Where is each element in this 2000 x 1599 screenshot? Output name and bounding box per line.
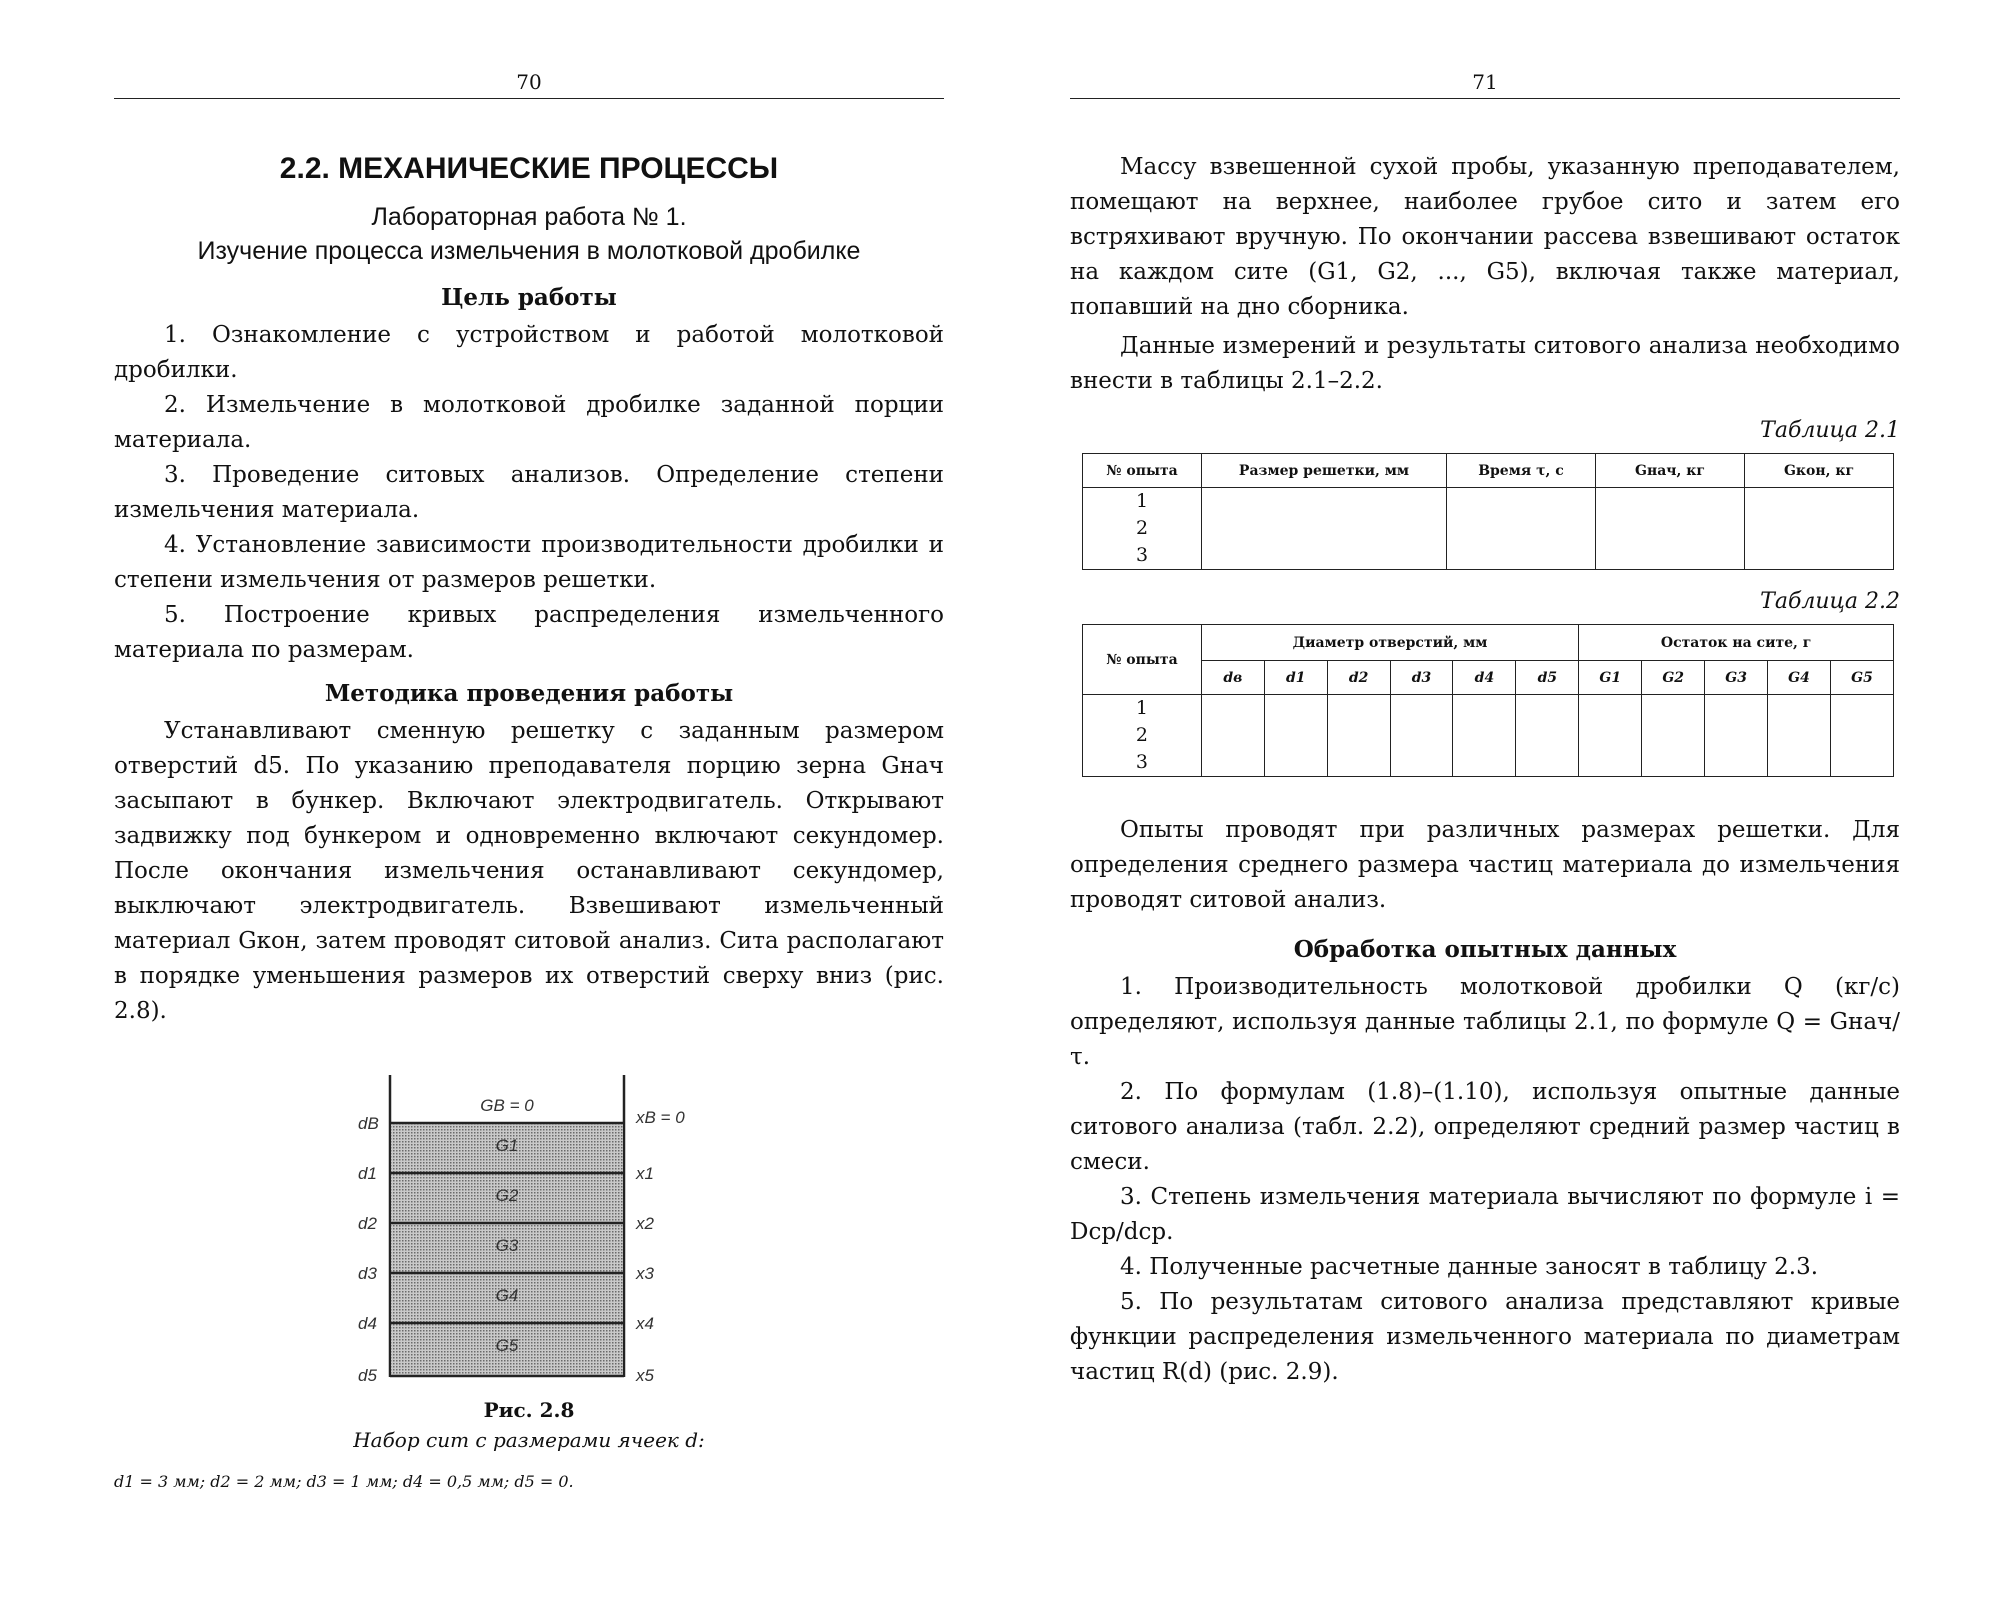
table-header: № опыта [1083,625,1202,695]
fraction-label: x4 [636,1314,654,1333]
processing-step: 4. Полученные расчетные данные заносят в таблицу 2.3. [1120,1254,1819,1280]
sieve-size-label: d1 [358,1164,377,1183]
table-subheader: d5 [1516,661,1579,695]
header-rule [1070,98,1900,99]
fraction-label: x2 [636,1214,654,1233]
processing-heading: Обработка опытных данных [1293,936,1677,963]
left-text-flow [114,148,944,1029]
table-subheader: dв [1201,661,1264,695]
row-number: 2 [1135,517,1149,539]
table-subheader: d3 [1390,661,1453,695]
table-cell [1596,488,1745,570]
table-header: Время τ, с [1447,454,1596,488]
experiment-paragraph: Опыты проводят при различных размерах решетки. Для определения среднего размера частиц материала до измельчения проводят ситовой анализ. [1070,817,1900,913]
intro-paragraph: Массу взвешенной сухой пробы, указанную преподавателем, помещают на верхнее, наиболее грубое сито и затем его встряхивают вручную. По окончании рассева взвешивают остаток на каждом сите (G1, G2, ..., G5), включая также материал, попавший на дно сборника. [1070,154,1900,320]
table-subheader: G5 [1830,661,1893,695]
lab-title: Лабораторная работа № 1. [371,203,687,231]
goal-item: 4. Установление зависимости производительности дробилки и степени измельчения от размеров решетки. [114,532,944,593]
table-cell [1516,695,1579,777]
page-number: 71 [1472,70,1498,94]
table-cell [1830,695,1893,777]
fraction-label: xB = 0 [636,1108,685,1127]
sieve-size-label: d2 [358,1214,377,1233]
figure-caption-values: d1 = 3 мм; d2 = 2 мм; d3 = 1 мм; d4 = 0,5 мм; d5 = 0. [114,1472,574,1491]
page-number: 70 [516,70,542,94]
sieve-size-label: d5 [358,1366,377,1385]
row-number: 1 [1135,490,1149,512]
row-numbers [1083,488,1202,570]
row-number: 2 [1135,724,1148,746]
goal-heading: Цель работы [441,284,617,311]
table-cell [1264,695,1327,777]
goal-item: 1. Ознакомление с устройством и работой молотковой дробилки. [114,322,944,383]
table-2-1 [1082,453,1894,570]
table-subheader: d2 [1327,661,1390,695]
table-subheader: G2 [1642,661,1705,695]
processing-step: 1. Производительность молотковой дробилки Q (кг/с) определяют, используя данные таблицы 2.1, по формуле Q = Gнач/τ. [1070,974,1900,1070]
table-group-header: Диаметр отверстий, мм [1201,625,1578,661]
row-numbers [1083,695,1202,777]
table-cell [1327,695,1390,777]
layer-label: G2 [495,1186,519,1205]
layer-label: G1 [495,1136,519,1155]
row-number: 1 [1135,697,1148,719]
table-header: № опыта [1083,454,1202,488]
layer-label: G4 [495,1286,519,1305]
table-subheader: G1 [1579,661,1642,695]
layer-label: G5 [495,1336,519,1355]
header-rule [114,98,944,99]
table-cell [1390,695,1453,777]
table-cell [1447,488,1596,570]
table-caption: Таблица 2.2 [1760,589,1900,614]
table-caption: Таблица 2.1 [1760,418,1900,443]
method-paragraph: Устанавливают сменную решетку с заданным размером отверстий d5. По указанию преподавателя порцию зерна Gнач засыпают в бункер. Включают электродвигатель. Открывают задвижку под бункером и одновременно включают секундомер. После окончания измельчения останавливают секундомер, выключают электродвигатель. Взвешивают измельченный материал Gкон, затем проводят ситовой анализ. Сита располагают в порядке уменьшения размеров их отверстий сверху вниз (рис. 2.8). [114,718,944,1024]
row-number: 3 [1135,751,1148,773]
processing-step: 3. Степень измельчения материала вычисляют по формуле i = Dср/dср. [1070,1184,1900,1245]
processing-step: 2. По формулам (1.8)–(1.10), используя опытные данные ситового анализа (табл. 2.2), определяют средний размер частиц в смеси. [1070,1079,1900,1175]
left-page [114,0,944,1599]
table-2-2 [1082,624,1894,777]
table-cell [1745,488,1894,570]
table-cell [1579,695,1642,777]
table-cell [1642,695,1705,777]
table-subheader: d1 [1264,661,1327,695]
sieve-size-label: d4 [358,1314,377,1333]
table-subheader: G4 [1768,661,1831,695]
table-header: Gкон, кг [1745,454,1894,488]
intro-paragraph: Данные измерений и результаты ситового анализа необходимо внести в таблицы 2.1–2.2. [1070,333,1900,394]
goal-item: 3. Проведение ситовых анализов. Определение степени измельчения материала. [114,462,944,523]
table-cell [1202,488,1447,570]
sieve-size-label: dB [358,1114,379,1133]
table-cell [1768,695,1831,777]
row-number: 3 [1135,544,1149,566]
figure-caption-text: Набор сит с размерами ячеек d: [353,1428,705,1452]
table-subheader: G3 [1705,661,1768,695]
top-layer-label: GB = 0 [480,1096,534,1115]
sieve-size-label: d3 [358,1264,377,1283]
table-header: Размер решетки, мм [1202,454,1447,488]
lab-subtitle: Изучение процесса измельчения в молотковой дробилке [197,237,861,265]
goal-item: 2. Измельчение в молотковой дробилке заданной порции материала. [114,392,944,453]
section-title: 2.2. МЕХАНИЧЕСКИЕ ПРОЦЕССЫ [279,152,779,185]
goal-item: 5. Построение кривых распределения измельченного материала по размерам. [114,602,944,663]
right-text-flow [1070,150,1900,1390]
sieve-stack-figure [354,1075,824,1385]
processing-step: 5. По результатам ситового анализа представляют кривые функции распределения измельченного материала по диаметрам частиц R(d) (рис. 2.9). [1070,1289,1900,1385]
table-cell [1453,695,1516,777]
table-subheader: d4 [1453,661,1516,695]
table-cell [1201,695,1264,777]
figure-caption-title: Рис. 2.8 [483,1398,575,1422]
fraction-label: x3 [636,1264,654,1283]
table-group-header: Остаток на сите, г [1579,625,1894,661]
layer-label: G3 [495,1236,519,1255]
table-header: Gнач, кг [1596,454,1745,488]
table-cell [1705,695,1768,777]
fraction-label: x1 [636,1164,654,1183]
right-page [1070,0,1900,1599]
fraction-label: x5 [636,1366,654,1385]
method-heading: Методика проведения работы [324,680,734,707]
